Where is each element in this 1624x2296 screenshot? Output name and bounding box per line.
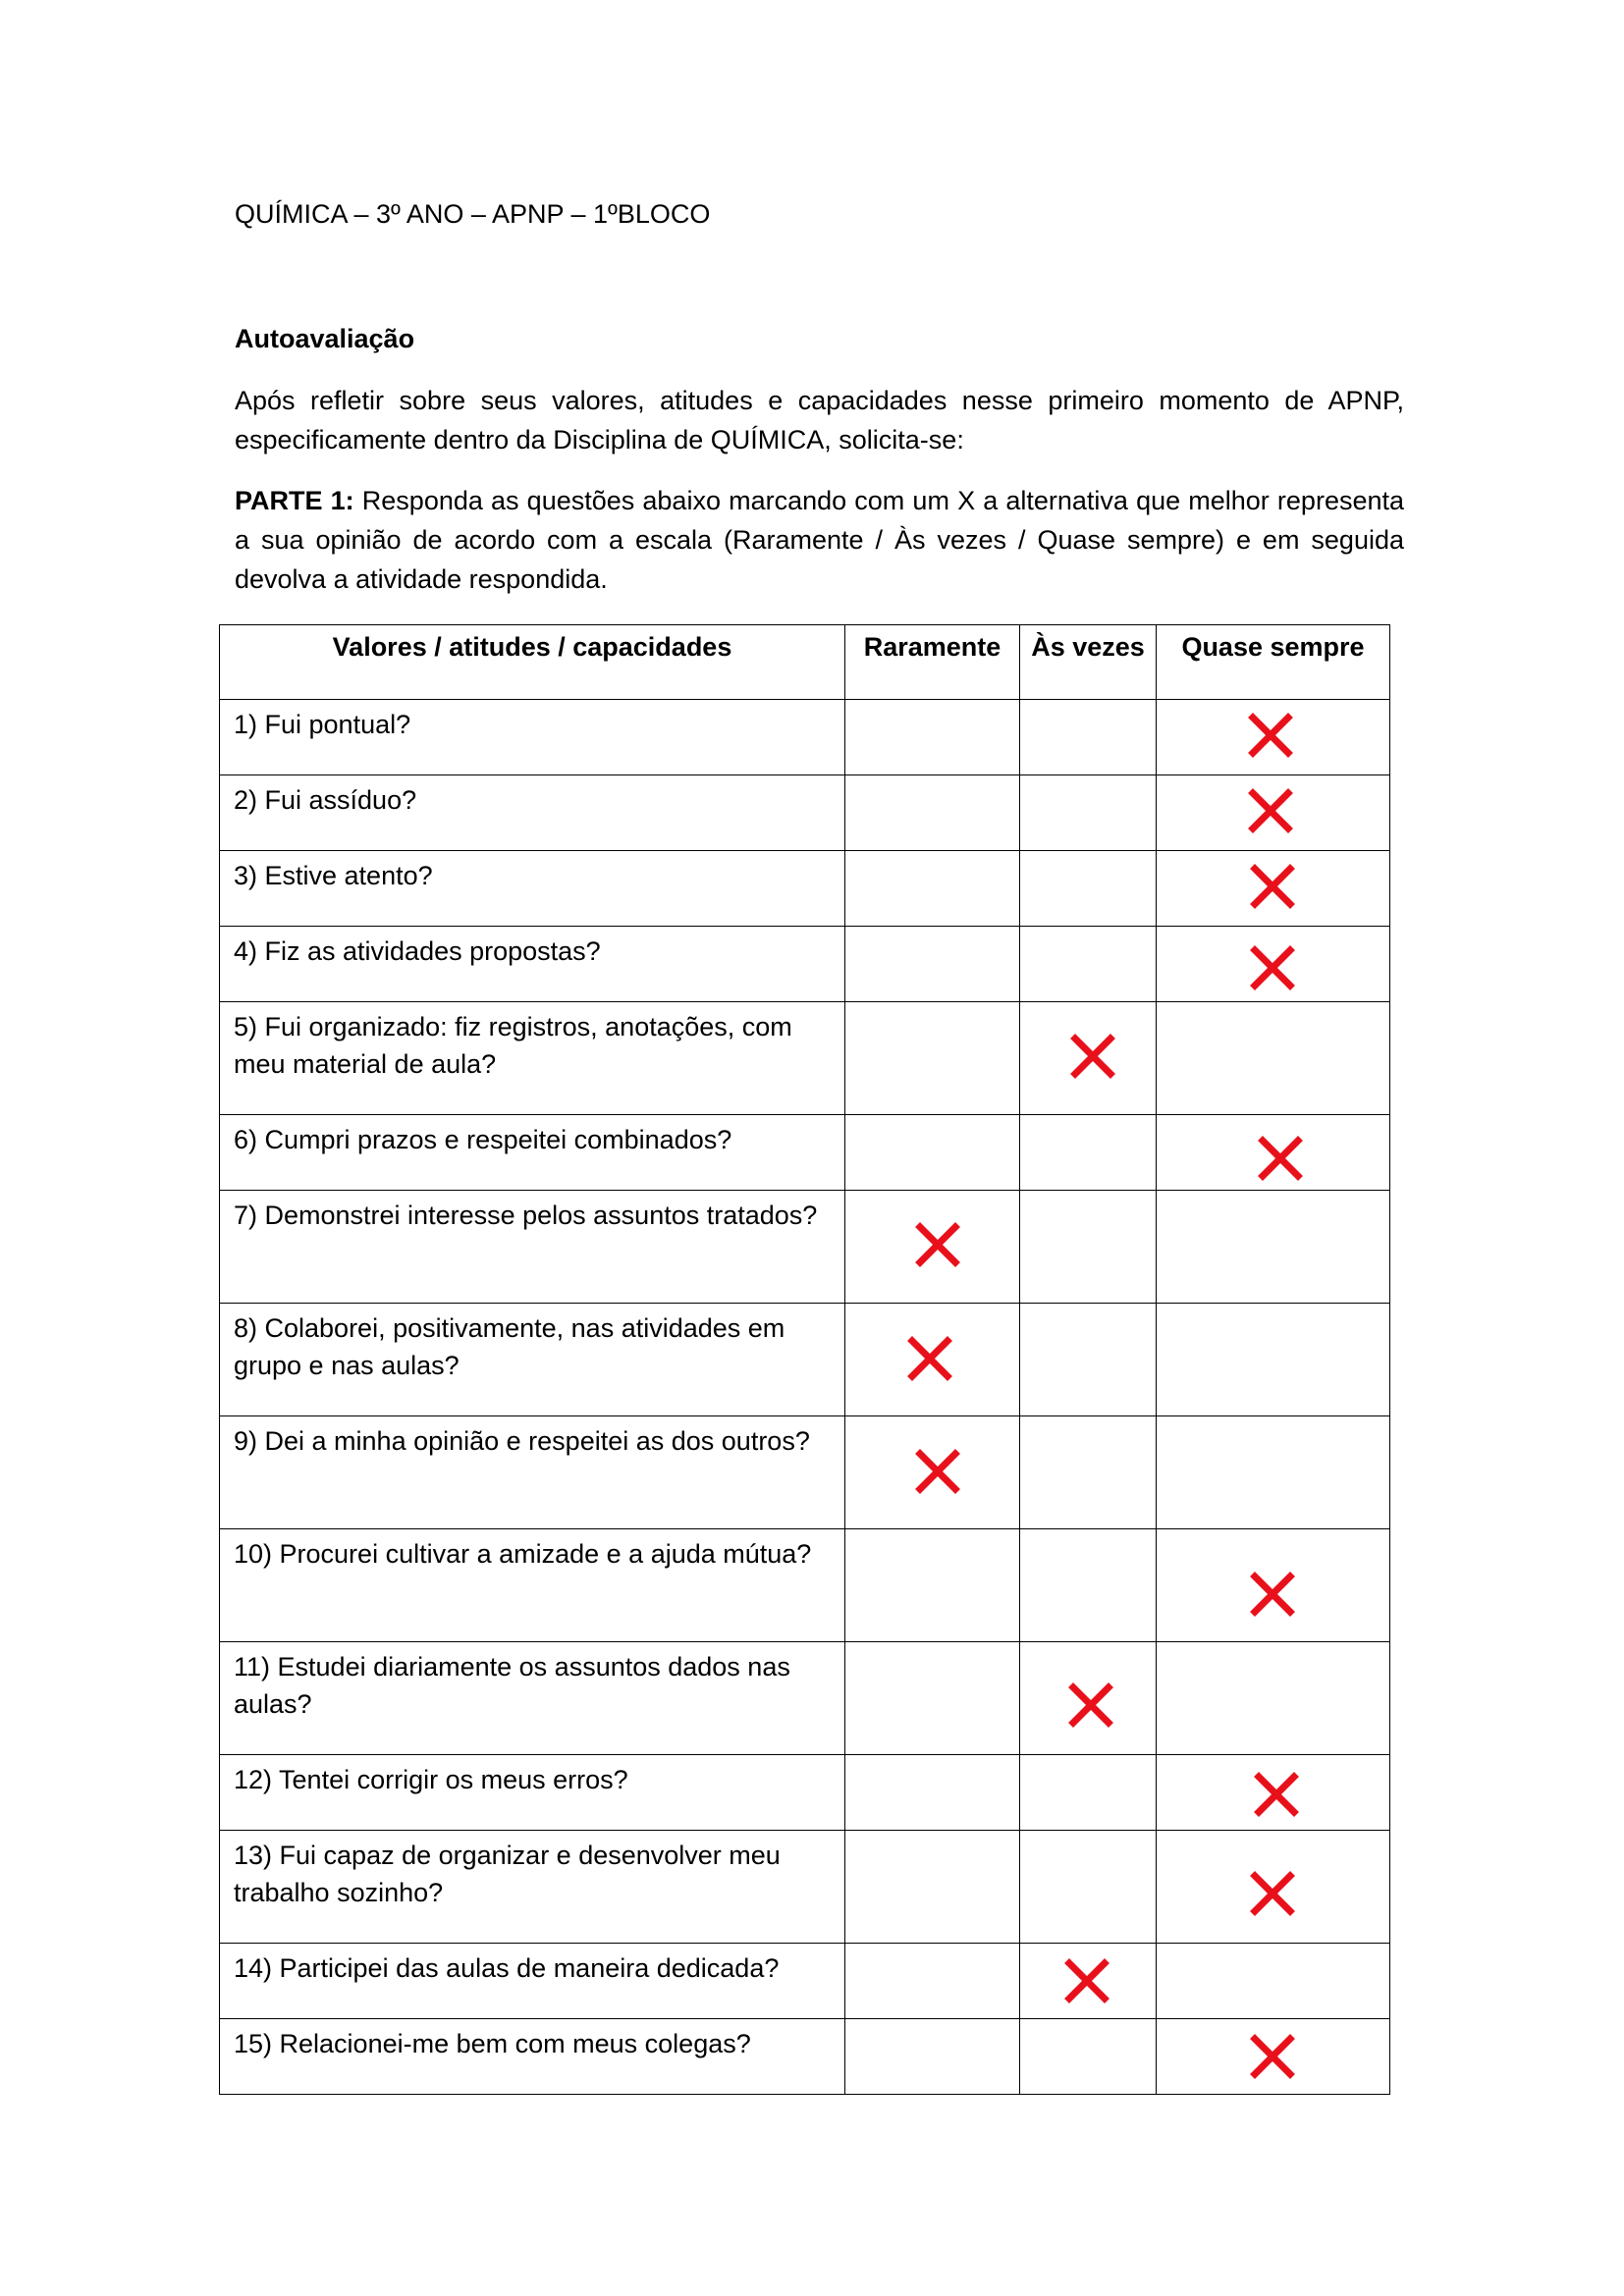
almost-always-cell[interactable] bbox=[1157, 1755, 1390, 1831]
table-row bbox=[220, 775, 1390, 851]
x-mark-icon bbox=[1249, 2033, 1296, 2080]
sometimes-cell[interactable] bbox=[1020, 1002, 1157, 1115]
header-almost-always: Quase sempre bbox=[1157, 625, 1390, 700]
x-mark-icon bbox=[1063, 1957, 1110, 2004]
table-row bbox=[220, 1831, 1390, 1944]
question-cell: 11) Estudei diariamente os assuntos dados nas aulas? bbox=[220, 1642, 845, 1755]
question-cell: 4) Fiz as atividades propostas? bbox=[220, 927, 845, 1002]
part-label: PARTE 1: bbox=[235, 486, 354, 515]
almost-always-cell[interactable] bbox=[1157, 2019, 1390, 2095]
x-mark-icon bbox=[1249, 863, 1296, 910]
sometimes-cell[interactable] bbox=[1020, 1755, 1157, 1831]
rarely-cell[interactable] bbox=[845, 1831, 1020, 1944]
table-row bbox=[220, 1191, 1390, 1304]
x-mark-icon bbox=[1249, 1571, 1296, 1618]
almost-always-cell[interactable] bbox=[1157, 1002, 1390, 1115]
almost-always-cell[interactable] bbox=[1157, 775, 1390, 851]
document-heading: QUÍMICA – 3º ANO – APNP – 1ºBLOCO bbox=[235, 199, 711, 229]
evaluation-table bbox=[219, 624, 1390, 2095]
table-row bbox=[220, 1416, 1390, 1529]
question-cell: 12) Tentei corrigir os meus erros? bbox=[220, 1755, 845, 1831]
x-mark-icon bbox=[1247, 712, 1294, 759]
almost-always-cell[interactable] bbox=[1157, 1191, 1390, 1304]
almost-always-cell[interactable] bbox=[1157, 1115, 1390, 1191]
almost-always-cell[interactable] bbox=[1157, 700, 1390, 775]
sometimes-cell[interactable] bbox=[1020, 1115, 1157, 1191]
question-cell: 13) Fui capaz de organizar e desenvolver meu trabalho sozinho? bbox=[220, 1831, 845, 1944]
almost-always-cell[interactable] bbox=[1157, 851, 1390, 927]
rarely-cell[interactable] bbox=[845, 1529, 1020, 1642]
table-row bbox=[220, 927, 1390, 1002]
rarely-cell[interactable] bbox=[845, 927, 1020, 1002]
sometimes-cell[interactable] bbox=[1020, 700, 1157, 775]
question-cell: 7) Demonstrei interesse pelos assuntos tratados? bbox=[220, 1191, 845, 1304]
table-row bbox=[220, 700, 1390, 775]
x-mark-icon bbox=[1069, 1033, 1116, 1080]
table-row bbox=[220, 1642, 1390, 1755]
question-cell: 15) Relacionei-me bem com meus colegas? bbox=[220, 2019, 845, 2095]
table-row bbox=[220, 851, 1390, 927]
rarely-cell[interactable] bbox=[845, 1191, 1020, 1304]
almost-always-cell[interactable] bbox=[1157, 1831, 1390, 1944]
rarely-cell[interactable] bbox=[845, 775, 1020, 851]
rarely-cell[interactable] bbox=[845, 700, 1020, 775]
intro-paragraph: Após refletir sobre seus valores, atitudes e capacidades nesse primeiro momento de APNP, especificamente dentro da Disciplina de QUÍMICA, solicita-se: bbox=[235, 386, 1404, 454]
rarely-cell[interactable] bbox=[845, 1944, 1020, 2019]
table-row bbox=[220, 1944, 1390, 2019]
table-row bbox=[220, 1304, 1390, 1416]
question-cell: 2) Fui assíduo? bbox=[220, 775, 845, 851]
part-text: Responda as questões abaixo marcando com um X a alternativa que melhor representa a sua opinião de acordo com a escala (Raramente / Às vezes / Quase sempre) e em seguida devolva a atividade respondida. bbox=[235, 486, 1405, 594]
table-row bbox=[220, 1002, 1390, 1115]
x-mark-icon bbox=[1253, 1771, 1300, 1818]
x-mark-icon bbox=[1247, 787, 1294, 834]
sometimes-cell[interactable] bbox=[1020, 1831, 1157, 1944]
question-cell: 3) Estive atento? bbox=[220, 851, 845, 927]
sometimes-cell[interactable] bbox=[1020, 2019, 1157, 2095]
sometimes-cell[interactable] bbox=[1020, 775, 1157, 851]
x-mark-icon bbox=[1257, 1135, 1304, 1182]
almost-always-cell[interactable] bbox=[1157, 1304, 1390, 1416]
rarely-cell[interactable] bbox=[845, 1115, 1020, 1191]
rarely-cell[interactable] bbox=[845, 2019, 1020, 2095]
rarely-cell[interactable] bbox=[845, 1304, 1020, 1416]
sometimes-cell[interactable] bbox=[1020, 1304, 1157, 1416]
sometimes-cell[interactable] bbox=[1020, 851, 1157, 927]
question-cell: 5) Fui organizado: fiz registros, anotações, com meu material de aula? bbox=[220, 1002, 845, 1115]
question-cell: 14) Participei das aulas de maneira dedicada? bbox=[220, 1944, 845, 2019]
table-header-row bbox=[220, 625, 1390, 700]
document-subtitle: Autoavaliação bbox=[235, 324, 415, 353]
rarely-cell[interactable] bbox=[845, 1642, 1020, 1755]
table-row bbox=[220, 1115, 1390, 1191]
question-cell: 9) Dei a minha opinião e respeitei as dos outros? bbox=[220, 1416, 845, 1529]
table-row bbox=[220, 1529, 1390, 1642]
almost-always-cell[interactable] bbox=[1157, 927, 1390, 1002]
header-criteria: Valores / atitudes / capacidades bbox=[220, 625, 845, 700]
header-sometimes: Às vezes bbox=[1020, 625, 1157, 700]
table-row bbox=[220, 1755, 1390, 1831]
sometimes-cell[interactable] bbox=[1020, 1416, 1157, 1529]
almost-always-cell[interactable] bbox=[1157, 1529, 1390, 1642]
x-mark-icon bbox=[1249, 1870, 1296, 1917]
x-mark-icon bbox=[1249, 944, 1296, 991]
almost-always-cell[interactable] bbox=[1157, 1944, 1390, 2019]
sometimes-cell[interactable] bbox=[1020, 1529, 1157, 1642]
question-cell: 1) Fui pontual? bbox=[220, 700, 845, 775]
header-rarely: Raramente bbox=[845, 625, 1020, 700]
sometimes-cell[interactable] bbox=[1020, 927, 1157, 1002]
sometimes-cell[interactable] bbox=[1020, 1642, 1157, 1755]
question-cell: 8) Colaborei, positivamente, nas atividades em grupo e nas aulas? bbox=[220, 1304, 845, 1416]
x-mark-icon bbox=[906, 1335, 953, 1382]
table-row bbox=[220, 2019, 1390, 2095]
question-cell: 10) Procurei cultivar a amizade e a ajuda mútua? bbox=[220, 1529, 845, 1642]
almost-always-cell[interactable] bbox=[1157, 1416, 1390, 1529]
rarely-cell[interactable] bbox=[845, 1416, 1020, 1529]
question-cell: 6) Cumpri prazos e respeitei combinados? bbox=[220, 1115, 845, 1191]
almost-always-cell[interactable] bbox=[1157, 1642, 1390, 1755]
rarely-cell[interactable] bbox=[845, 1755, 1020, 1831]
rarely-cell[interactable] bbox=[845, 1002, 1020, 1115]
x-mark-icon bbox=[914, 1221, 961, 1268]
x-mark-icon bbox=[914, 1448, 961, 1495]
part-instructions bbox=[235, 481, 1404, 599]
x-mark-icon bbox=[1067, 1682, 1114, 1729]
sometimes-cell[interactable] bbox=[1020, 1944, 1157, 2019]
rarely-cell[interactable] bbox=[845, 851, 1020, 927]
sometimes-cell[interactable] bbox=[1020, 1191, 1157, 1304]
